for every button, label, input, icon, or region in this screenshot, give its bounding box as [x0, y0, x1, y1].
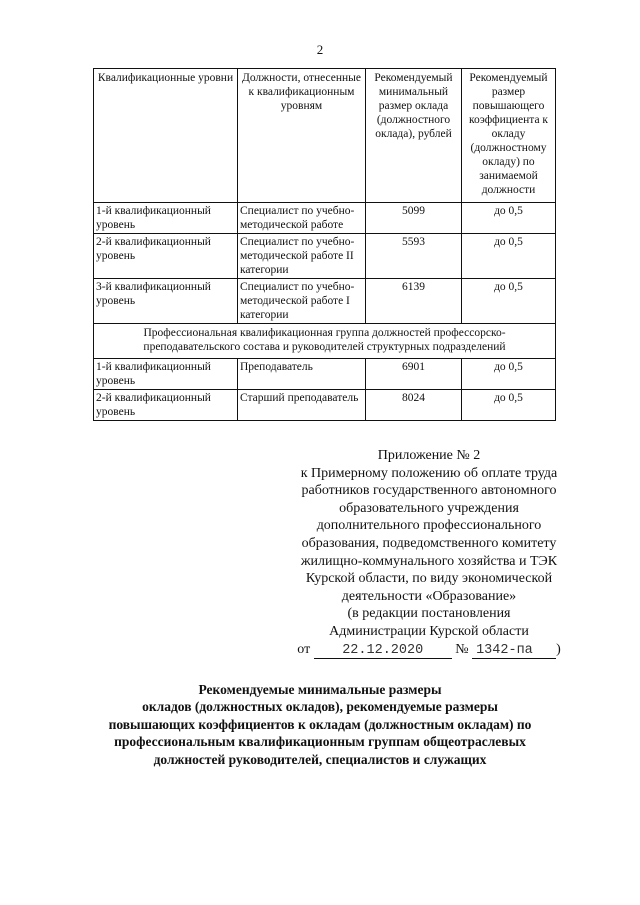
- date-prefix: от: [297, 641, 311, 657]
- appendix-line: (в редакции постановления: [347, 606, 511, 622]
- appendix-line: Администрации Курской области: [329, 623, 529, 639]
- appendix-line: образовательного учреждения: [339, 500, 519, 516]
- decree-number: 1342-па: [472, 643, 556, 659]
- decree-date-number-line: [270, 641, 588, 659]
- position-cell: Специалист по учебно-методической работе II категории: [238, 234, 366, 279]
- header-min-salary: Рекомендуемый минимальный размер оклада (должностного оклада), рублей: [366, 69, 462, 203]
- table-header-row: [94, 69, 556, 203]
- heading-line: профессиональным квалификационным группам общеотраслевых: [114, 734, 526, 750]
- header-qualification-levels: Квалификационные уровни: [94, 69, 238, 203]
- salary-cell: 6901: [366, 359, 462, 390]
- appendix-line: Курской области, по виду экономической: [305, 571, 553, 587]
- heading-line: Рекомендуемые минимальные размеры: [198, 682, 442, 697]
- closing-parenthesis: ): [556, 641, 561, 657]
- section-title: Профессиональная квалификационная группа должностей профессорско-преподавательского состава и руководителей структурных подразделений: [94, 324, 556, 359]
- table-row: [94, 390, 556, 421]
- salary-table: [93, 68, 556, 421]
- coefficient-cell: до 0,5: [462, 359, 556, 390]
- salary-cell: 5593: [366, 234, 462, 279]
- heading-line: должностей руководителей, специалистов и служащих: [153, 751, 487, 767]
- appendix-line: жилищно-коммунального хозяйства и ТЭК: [300, 553, 558, 569]
- decree-date: 22.12.2020: [314, 643, 452, 659]
- heading-line: повышающих коэффициентов к окладам (должностным окладам) по: [108, 716, 532, 732]
- salary-cell: 8024: [366, 390, 462, 421]
- level-cell: 2-й квалификационный уровень: [94, 234, 238, 279]
- appendix-title: Приложение № 2: [377, 448, 481, 463]
- coefficient-cell: до 0,5: [462, 390, 556, 421]
- level-cell: 2-й квалификационный уровень: [94, 390, 238, 421]
- header-coefficient: Рекомендуемый размер повышающего коэффициента к окладу (должностному окладу) по занимаемой должности: [462, 69, 556, 203]
- coefficient-cell: до 0,5: [462, 234, 556, 279]
- header-positions: Должности, отнесенные к квалификационным уровням: [238, 69, 366, 203]
- level-cell: 1-й квалификационный уровень: [94, 203, 238, 234]
- coefficient-cell: до 0,5: [462, 279, 556, 324]
- number-prefix: №: [455, 641, 469, 657]
- table-row: [94, 359, 556, 390]
- appendix-line: к Примерному положению об оплате труда: [300, 465, 558, 481]
- position-cell: Старший преподаватель: [238, 390, 366, 421]
- position-cell: Преподаватель: [238, 359, 366, 390]
- appendix-line: работников государственного автономного: [301, 483, 557, 499]
- table-row: [94, 234, 556, 279]
- salary-cell: 5099: [366, 203, 462, 234]
- appendix-line: образования, подведомственного комитету: [301, 535, 557, 551]
- appendix-line: дополнительного профессионального: [316, 518, 542, 534]
- document-heading: [60, 681, 580, 768]
- level-cell: 3-й квалификационный уровень: [94, 279, 238, 324]
- level-cell: 1-й квалификационный уровень: [94, 359, 238, 390]
- appendix-block: [270, 447, 588, 659]
- page-number: 2: [316, 42, 324, 57]
- table-row: [94, 279, 556, 324]
- heading-line: окладов (должностных окладов), рекомендуемые размеры: [142, 699, 498, 715]
- section-row: [94, 324, 556, 359]
- appendix-line: деятельности «Образование»: [341, 588, 517, 604]
- coefficient-cell: до 0,5: [462, 203, 556, 234]
- position-cell: Специалист по учебно-методической работе I категории: [238, 279, 366, 324]
- table-row: [94, 203, 556, 234]
- position-cell: Специалист по учебно-методической работе: [238, 203, 366, 234]
- salary-cell: 6139: [366, 279, 462, 324]
